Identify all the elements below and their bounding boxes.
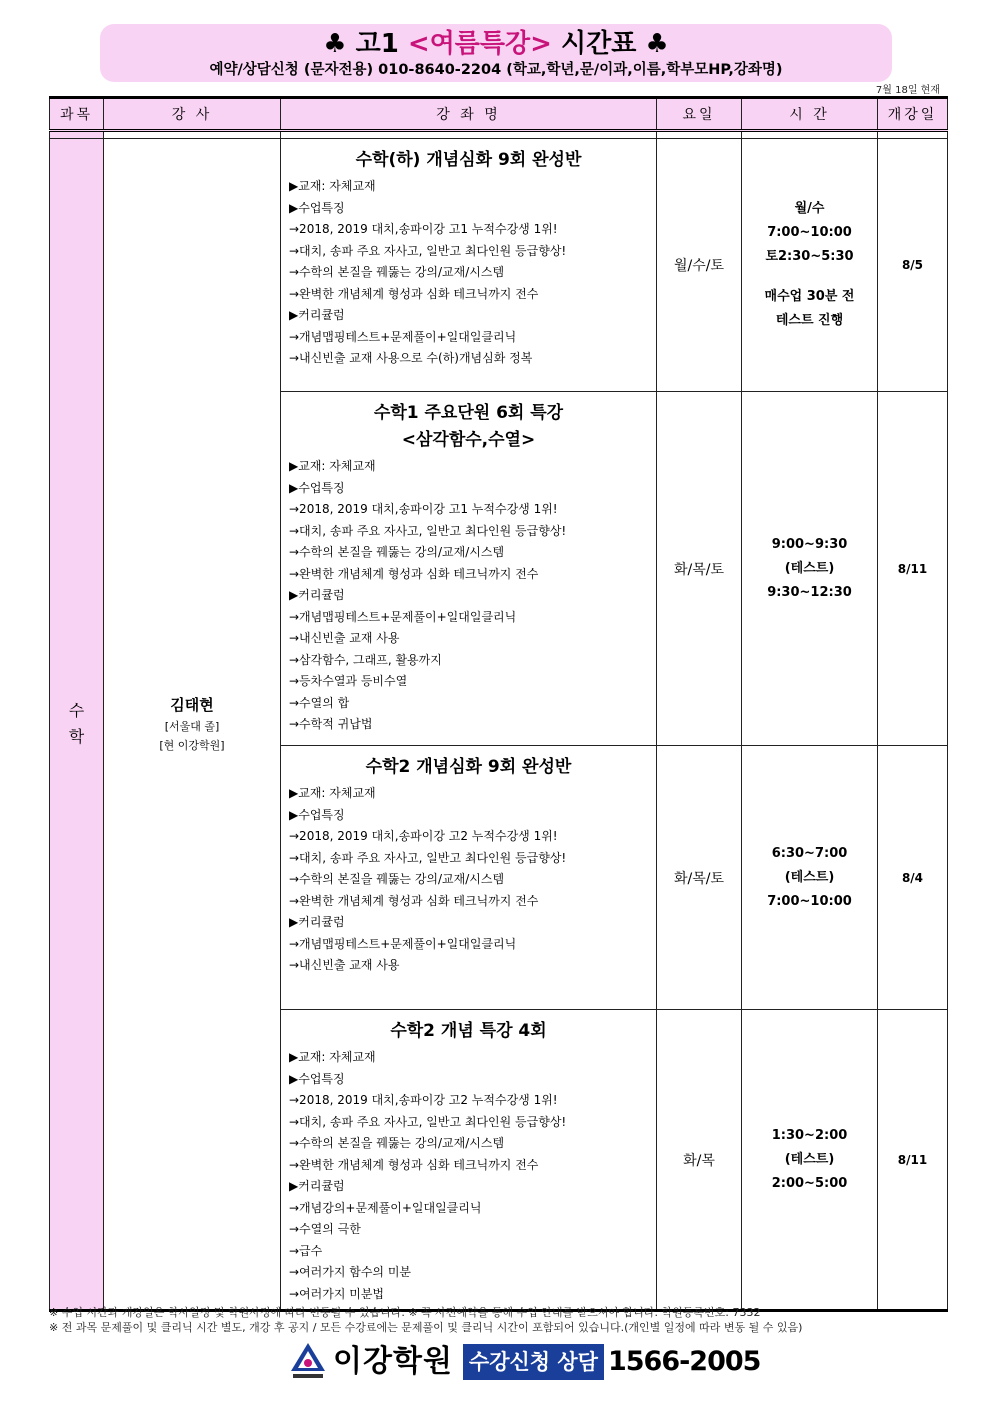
- course-detail-line: →개념강의+문제풀이+일대일클리닉: [289, 1200, 482, 1215]
- course-detail-line: ▶수업특징: [289, 807, 345, 822]
- course-detail-line: →2018, 2019 대치,송파이강 고2 누적수강생 1위!: [289, 829, 558, 843]
- course-detail-line: →개념맵핑테스트+문제풀이+일대일클리닉: [289, 936, 517, 951]
- course-detail-line: →2018, 2019 대치,송파이강 고1 누적수강생 1위!: [289, 502, 558, 516]
- as-of-date: 7월 18일 현재: [875, 85, 940, 96]
- course-title: <삼각함수,수열>: [401, 430, 536, 450]
- footer-banner: [287, 1340, 760, 1384]
- course-detail-line: ▶수업특징: [289, 200, 345, 215]
- open-date-cell: 8/4: [878, 746, 948, 1010]
- time-line: 토2:30~5:30: [765, 249, 854, 264]
- days-cell: 화/목/토: [657, 392, 742, 746]
- title-right: 시간표 ♣: [551, 29, 669, 59]
- col-header-days: 요일: [657, 98, 742, 131]
- teacher-credential: [서울대 졸]: [164, 720, 220, 733]
- course-detail-line: →급수: [289, 1243, 323, 1258]
- col-header-teacher: 강 사: [104, 98, 281, 131]
- subject-cell: [50, 139, 104, 1311]
- time-line: 매수업 30분 전: [764, 289, 855, 304]
- course-detail-line: →2018, 2019 대치,송파이강 고1 누적수강생 1위!: [289, 222, 558, 236]
- academy-name: 이강학원: [333, 1344, 453, 1379]
- course-detail-line: →2018, 2019 대치,송파이강 고2 누적수강생 1위!: [289, 1093, 558, 1107]
- course-cell: [281, 1010, 657, 1311]
- course-detail-line: →내신빈출 교재 사용으로 수(하)개념심화 정복: [289, 351, 533, 365]
- course-cell: [281, 746, 657, 1010]
- footnotes: [49, 1305, 949, 1335]
- time-cell: [742, 746, 878, 1010]
- course-detail-line: →수열의 극한: [289, 1222, 361, 1236]
- course-title: 수학1 주요단원 6회 특강: [373, 403, 564, 423]
- course-detail-line: ▶커리큘럼: [289, 1179, 345, 1193]
- col-header-open-date: 개강일: [878, 98, 948, 131]
- time-cell: [742, 1010, 878, 1311]
- schedule-table: [49, 96, 948, 1312]
- course-detail-line: →수학의 본질을 꿰뚫는 강의/교재/시스템: [289, 265, 505, 279]
- course-detail-line: →완벽한 개념체계 형성과 심화 테크닉까지 전수: [289, 893, 539, 908]
- time-line: 2:00~5:00: [771, 1175, 848, 1191]
- enroll-consult-badge: 수강신청 상담: [463, 1344, 604, 1380]
- course-detail-line: ▶교재: 자체교재: [289, 1050, 376, 1064]
- course-detail-line: →대치, 송파 주요 자사고, 일반고 최다인원 등급향상!: [289, 243, 567, 258]
- footnote: ※ 수업 시간과 개강일은 학사일정 및 학원사정에 따라 변동될 수 있습니다. ※ 꼭 사전예약을 통해 수업 안내를 받으셔야 합니다. 학원등록번호: 7332: [49, 1306, 761, 1319]
- header-row: [50, 98, 948, 131]
- time-line: 1:30~2:00: [771, 1127, 848, 1143]
- course-detail-line: →완벽한 개념체계 형성과 심화 테크닉까지 전수: [289, 566, 539, 581]
- course-detail-line: →여러가지 함수의 미분: [289, 1265, 412, 1279]
- open-date-cell: 8/5: [878, 139, 948, 392]
- title-banner: [100, 24, 892, 82]
- time-cell: [742, 139, 878, 392]
- course-details: [289, 1047, 648, 1305]
- course-title: 수학(하) 개념심화 9회 완성반: [355, 150, 582, 170]
- time-line: 7:00~10:00: [767, 893, 852, 909]
- course-detail-line: →수학의 본질을 꿰뚫는 강의/교재/시스템: [289, 545, 505, 559]
- open-date-cell: 8/11: [878, 392, 948, 746]
- col-header-subject: 과목: [50, 98, 104, 131]
- time-line: 월/수: [794, 201, 825, 216]
- course-detail-line: ▶수업특징: [289, 480, 345, 495]
- course-detail-line: →대치, 송파 주요 자사고, 일반고 최다인원 등급향상!: [289, 850, 567, 865]
- teacher-credential: [현 이강학원]: [159, 739, 225, 752]
- course-detail-line: ▶커리큘럼: [289, 588, 345, 602]
- course-detail-line: ▶커리큘럼: [289, 308, 345, 322]
- time-cell: [742, 392, 878, 746]
- course-detail-line: →등차수열과 등비수열: [289, 674, 408, 688]
- course-details: [289, 456, 648, 736]
- phone-number: 1566-2005: [607, 1346, 761, 1377]
- course-title: 수학2 개념심화 9회 완성반: [365, 757, 572, 777]
- time-spacer: [742, 269, 877, 285]
- course-detail-line: →개념맵핑테스트+문제풀이+일대일클리닉: [289, 329, 517, 344]
- days-cell: 월/수/토: [657, 139, 742, 392]
- course-detail-line: ▶수업특징: [289, 1071, 345, 1086]
- course-detail-line: →내신빈출 교재 사용: [289, 958, 400, 972]
- academy-logo-icon: [287, 1341, 329, 1383]
- course-details: [289, 783, 648, 977]
- time-line: 테스트 진행: [775, 313, 844, 328]
- course-details: [289, 176, 648, 370]
- course-detail-line: →대치, 송파 주요 자사고, 일반고 최다인원 등급향상!: [289, 523, 567, 538]
- course-title: 수학2 개념 특강 4회: [390, 1021, 547, 1041]
- spacer-row: [50, 131, 948, 139]
- open-date-cell: 8/11: [878, 1010, 948, 1311]
- time-line: (테스트): [784, 1151, 835, 1167]
- time-line: (테스트): [784, 869, 835, 885]
- course-detail-line: →완벽한 개념체계 형성과 심화 테크닉까지 전수: [289, 1157, 539, 1172]
- course-detail-line: ▶교재: 자체교재: [289, 459, 376, 473]
- title-left: ♣ 고1: [323, 29, 408, 59]
- footnote: ※ 전 과목 문제풀이 및 클리닉 시간 별도, 개강 후 공지 / 모든 수강료에는 문제풀이 및 클리닉 시간이 포함되어 있습니다.(개인별 일정에 따라 변동 될 수 있음): [49, 1321, 803, 1334]
- course-detail-line: →여러가지 미분법: [289, 1286, 385, 1301]
- time-line: 7:00~10:00: [767, 225, 852, 240]
- page-title: [100, 24, 892, 61]
- course-detail-line: ▶교재: 자체교재: [289, 179, 376, 193]
- time-line: 9:00~9:30: [771, 536, 848, 552]
- teacher-name: 김태현: [170, 696, 214, 714]
- days-cell: 화/목: [657, 1010, 742, 1311]
- course-detail-line: →수학적 귀납법: [289, 717, 373, 731]
- course-detail-line: →대치, 송파 주요 자사고, 일반고 최다인원 등급향상!: [289, 1114, 567, 1129]
- subject-char: 수: [68, 701, 85, 720]
- time-line: 6:30~7:00: [771, 845, 848, 861]
- course-detail-line: →수열의 합: [289, 695, 350, 710]
- course-detail-line: →수학의 본질을 꿰뚫는 강의/교재/시스템: [289, 1136, 505, 1150]
- teacher-cell: [104, 139, 281, 1311]
- time-line: 9:30~12:30: [767, 584, 852, 600]
- time-line: (테스트): [784, 560, 835, 576]
- course-detail-line: →완벽한 개념체계 형성과 심화 테크닉까지 전수: [289, 286, 539, 301]
- title-highlight: <여름특강>: [407, 29, 552, 59]
- course-detail-line: →내신빈출 교재 사용: [289, 631, 400, 645]
- col-header-time: 시 간: [742, 98, 878, 131]
- days-cell: 화/목/토: [657, 746, 742, 1010]
- course-detail-line: →수학의 본질을 꿰뚫는 강의/교재/시스템: [289, 872, 505, 886]
- course-cell: [281, 392, 657, 746]
- course-detail-line: →삼각함수, 그래프, 활용까지: [289, 652, 442, 667]
- course-detail-line: ▶커리큘럼: [289, 915, 345, 929]
- course-detail-line: →개념맵핑테스트+문제풀이+일대일클리닉: [289, 609, 517, 624]
- table-row: [50, 139, 948, 392]
- course-cell: [281, 139, 657, 392]
- subject-char: 학: [68, 727, 85, 746]
- col-header-course: 강 좌 명: [281, 98, 657, 131]
- reservation-info: 예약/상담신청 (문자전용) 010-8640-2204 (학교,학년,문/이과,이름,학부모HP,강좌명): [209, 62, 783, 78]
- course-detail-line: ▶교재: 자체교재: [289, 786, 376, 800]
